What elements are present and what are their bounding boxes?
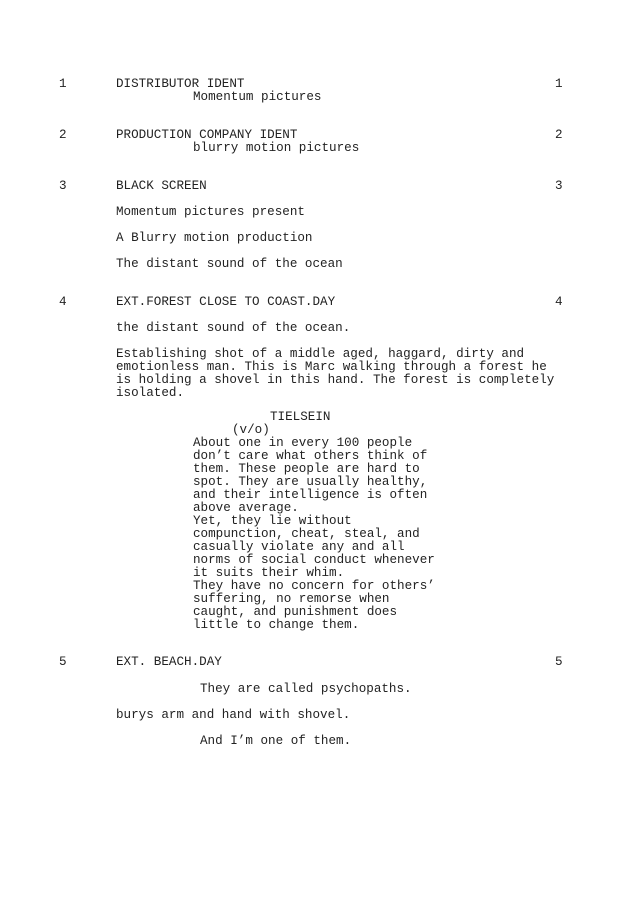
dialogue-line: And I’m one of them. [200, 734, 352, 748]
scene-number-right: 2 [555, 128, 563, 142]
action-line: Momentum pictures present [116, 205, 305, 219]
dialogue-line: Yet, they lie without [193, 514, 352, 528]
dialogue-line: above average. [193, 501, 299, 515]
scene-subtext: blurry motion pictures [193, 141, 360, 155]
scene-number-left: 1 [59, 77, 67, 91]
parenthetical: (v/o) [232, 423, 270, 437]
dialogue-line: spot. They are usually healthy, [193, 475, 428, 489]
scene-heading: BLACK SCREEN [116, 179, 207, 193]
action-line: is holding a shovel in this hand. The forest is completely [116, 373, 555, 387]
dialogue-line: casually violate any and all [193, 540, 405, 554]
dialogue-line: They have no concern for others’ [193, 579, 435, 593]
scene-number-left: 4 [59, 295, 67, 309]
dialogue-line: them. These people are hard to [193, 462, 420, 476]
dialogue-line: About one in every 100 people [193, 436, 413, 450]
scene-number-right: 3 [555, 179, 563, 193]
scene-heading: PRODUCTION COMPANY IDENT [116, 128, 298, 142]
scene-subtext: Momentum pictures [193, 90, 322, 104]
character-name: TIELSEIN [270, 410, 331, 424]
dialogue-line: it suits their whim. [193, 566, 345, 580]
action-line: burys arm and hand with shovel. [116, 708, 351, 722]
scene-number-left: 3 [59, 179, 67, 193]
dialogue-line: and their intelligence is often [193, 488, 428, 502]
action-line: isolated. [116, 386, 185, 400]
dialogue-line: caught, and punishment does [193, 605, 398, 619]
action-line: emotionless man. This is Marc walking through a forest he [116, 360, 547, 374]
dialogue-line: suffering, no remorse when [193, 592, 390, 606]
scene-number-right: 1 [555, 77, 563, 91]
dialogue-line: little to change them. [193, 618, 360, 632]
dialogue-line: They are called psychopaths. [200, 682, 412, 696]
action-line: Establishing shot of a middle aged, haggard, dirty and [116, 347, 525, 361]
scene-heading: EXT.FOREST CLOSE TO COAST.DAY [116, 295, 336, 309]
dialogue-line: norms of social conduct whenever [193, 553, 435, 567]
scene-heading: DISTRIBUTOR IDENT [116, 77, 245, 91]
scene-heading: EXT. BEACH.DAY [116, 655, 222, 669]
scene-number-right: 5 [555, 655, 563, 669]
scene-number-left: 5 [59, 655, 67, 669]
scene-number-left: 2 [59, 128, 67, 142]
dialogue-line: compunction, cheat, steal, and [193, 527, 420, 541]
dialogue-line: don’t care what others think of [193, 449, 428, 463]
action-line: A Blurry motion production [116, 231, 313, 245]
scene-number-right: 4 [555, 295, 563, 309]
action-line: The distant sound of the ocean [116, 257, 343, 271]
action-line: the distant sound of the ocean. [116, 321, 351, 335]
